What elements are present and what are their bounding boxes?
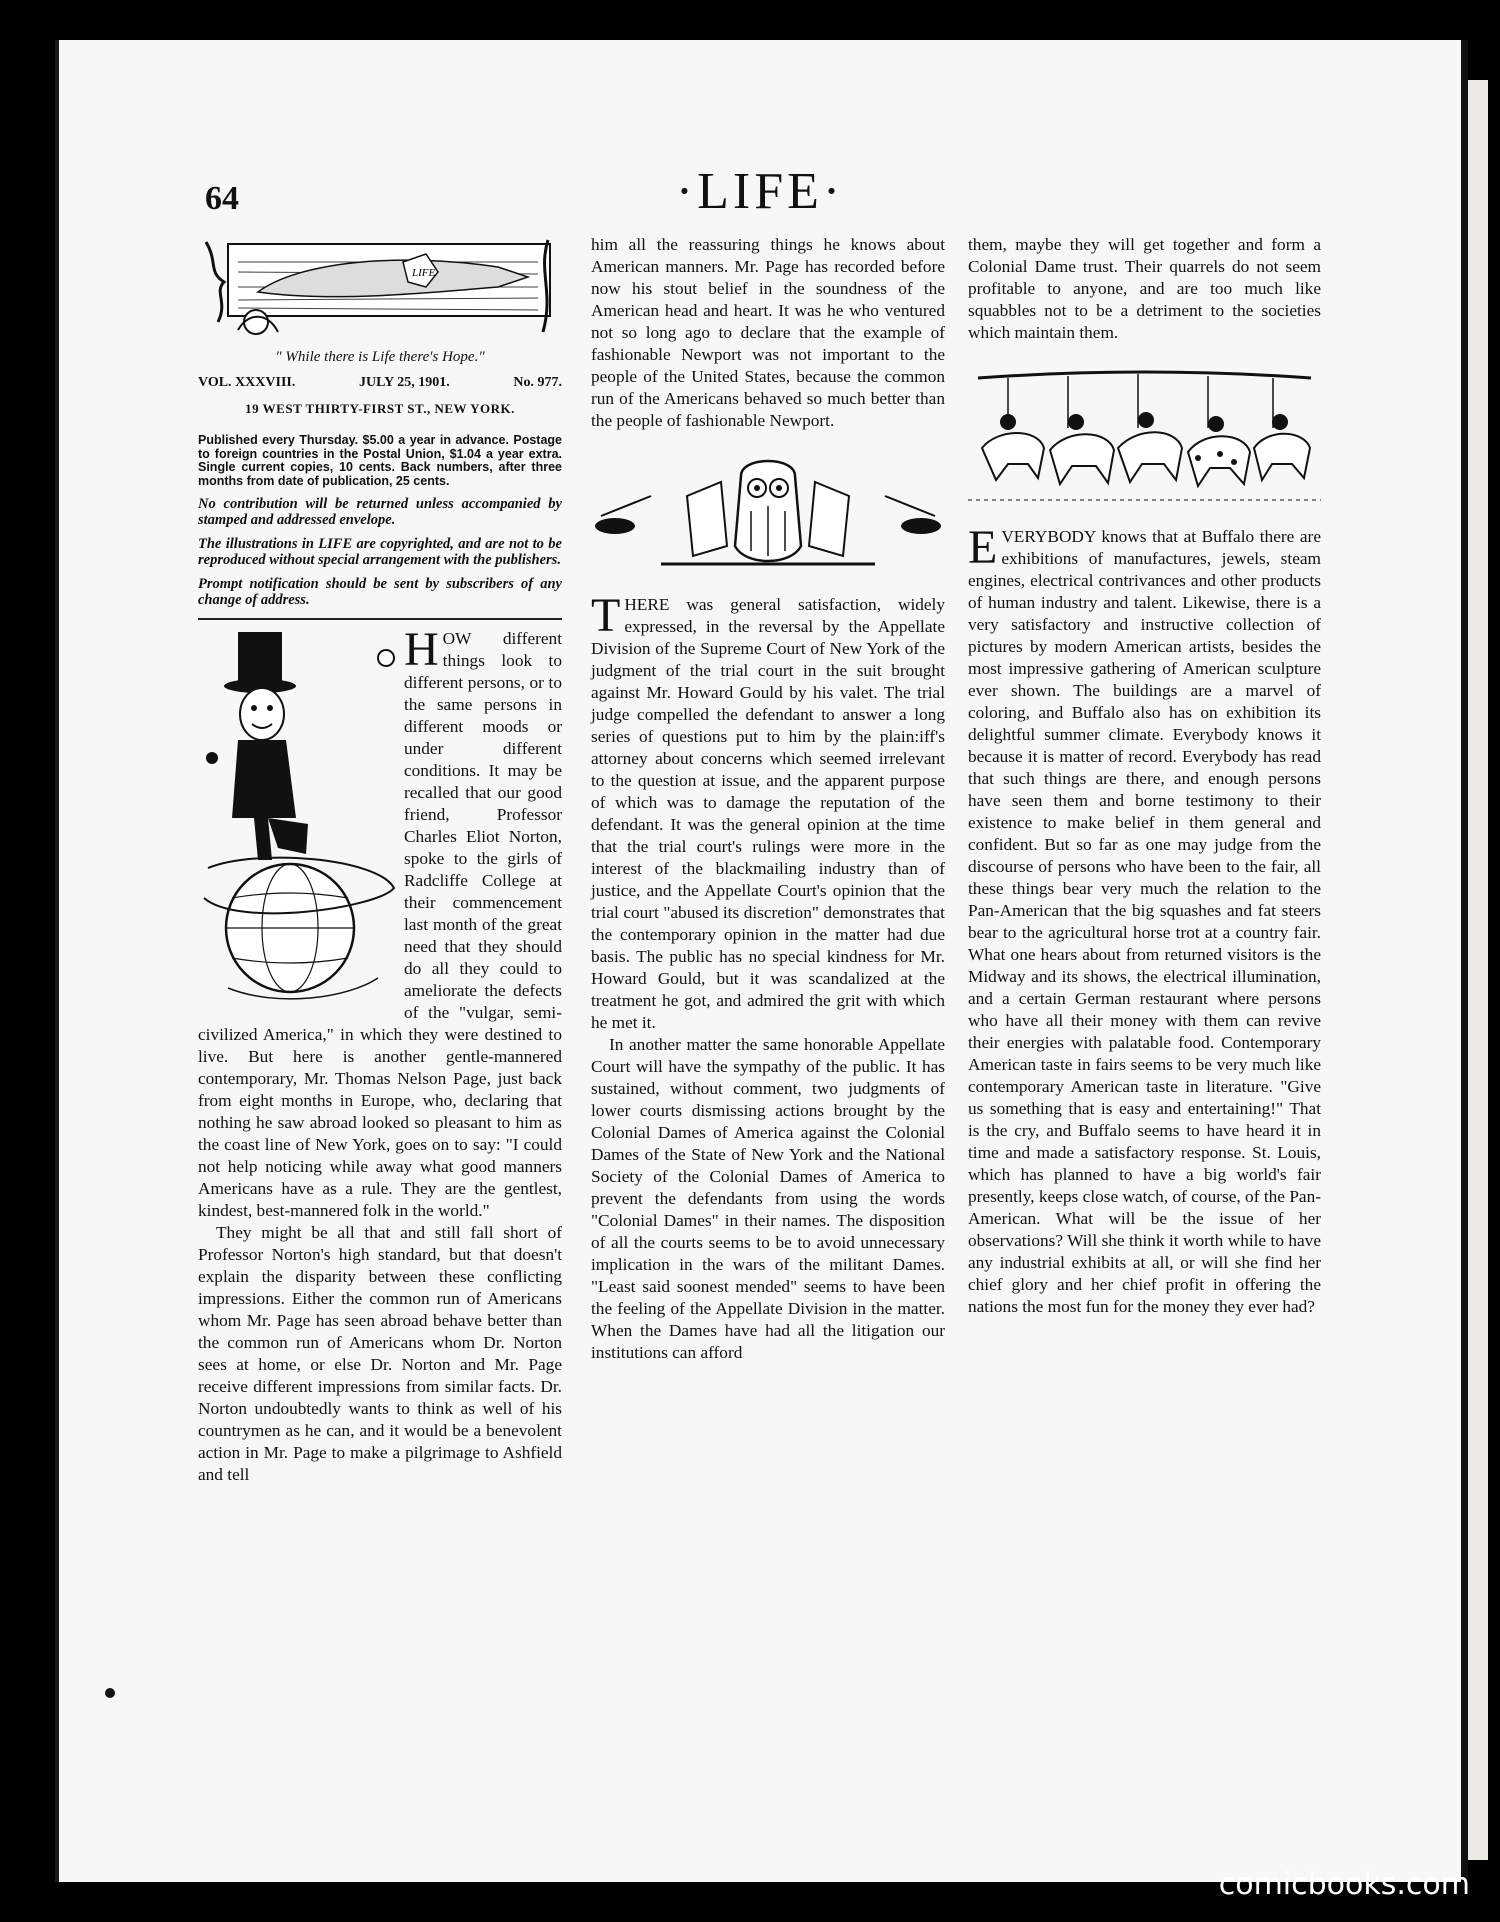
article-dames-paragraph: In another matter the same honorable Appellate Court will have the sympathy of the public. It has sustained, without comment, two judgments of lower courts dismissing actions brought by the Colonial Dames of America against the Colonial Dames of the State of New York and the National Society of the Colonial Dames of America to prevent the defendants from using the words "Colonial Dames" in their names. The disposition of all the courts seems to be to avoid unnecessary implication in the wars of the militant Dames. "Least said soonest mended" seems to have been the feeling of the Appellate Division in the matter. When the Dames have had all the litigation our institutions can afford: [591, 1035, 945, 1362]
page-number: 64: [205, 180, 239, 217]
masthead-motto: " While there is Life there's Hope.": [275, 349, 485, 365]
section-divider: [198, 618, 562, 620]
column-middle: [591, 234, 945, 1364]
life-masthead-illustration: [198, 232, 560, 342]
merry-go-round-illustration: [968, 368, 1321, 508]
owl-with-books-illustration: [591, 456, 945, 576]
svg-text:LIFE: LIFE: [412, 267, 436, 279]
man-on-globe-illustration: [198, 628, 398, 1018]
publication-info: Published every Thursday. $5.00 a year in advance. Postage to foreign countries in the Postal Union, $1.04 a year extra. Single current copies, 10 cents. Back numbers, after three months from date of publication, 25 cents.: [198, 433, 562, 488]
article-page-continued: him all the reassuring things he knows about American manners. Mr. Page has recorded before now his stout belief in the soundness of the American head and heart. It was he who ventured not so long ago to declare that the example of fashionable Newport was not important to the people of the United States, because the common run of the Americans behaved so much better than the people of fashionable Newport.: [591, 235, 945, 430]
publisher-address: 19 WEST THIRTY-FIRST ST., NEW YORK.: [245, 401, 515, 416]
masthead-title: ·LIFE·: [675, 163, 845, 220]
column-left: [198, 232, 562, 1486]
ink-blot: [105, 1688, 115, 1698]
volume-number: VOL. XXXVIII.: [198, 375, 296, 390]
copyright-notice: The illustrations in LIFE are copyrighted, and are not to be reproduced without special arrangement with the publishers.: [198, 536, 562, 568]
dropcap-h: H: [404, 623, 439, 676]
article-dames-continued: them, maybe they will get together and form a Colonial Dame trust. Their quarrels do not seem profitable to anyone, and are too much like squabbles not to be a detriment to the societies which maintain them.: [968, 235, 1321, 342]
article-norton-paragraph-1: OW different things look to different persons, or to the same persons in different moods or under different conditions. It may be recalled that our good friend, Professor Charles Eliot Norton, spoke to the girls of Radcliffe College at their commencement last month of the great need that they should do all they could to ameliorate the defects of the "vulgar, semi-civilized America," in which they were destined to live. But here is another gentle-mannered contemporary, Mr. Thomas Nelson Page, just back from eight months in Europe, who, declaring that nothing he saw abroad looked so pleasant to him as the coast line of New York, goes on to say: "I could not help noticing while away what good manners Americans have as a rule. They are the gentlest, kindest, best-mannered folk in the world.": [198, 629, 562, 1220]
column-right: [968, 234, 1321, 1318]
article-buffalo-paragraph: VERYBODY knows that at Buffalo there are exhibitions of manufactures, jewels, steam engines, electrical contrivances and other products of human industry and talent. Likewise, there is a very satisfactory and instructive collection of pictures by modern American artists, besides the most impressive gathering of American sculpture ever shown. The buildings are a marvel of coloring, and Buffalo also has on exhibition its delightful summer climate. Everybody knows it because it is matter of record. Everybody has read that such things are there, and enough persons have seen them and borne testimony to their existence to make belief in them general and confident. But so far as one may judge from the discourse of persons who have been to the fair, all these things bear very much the relation to the Pan-American that the big squashes and fat steers bear to the agricultural horse trot at a country fair. What one hears about from returned visitors is the Midway and its shows, the electrical illumination, and a certain German restaurant where persons who have all their money with them can revive their energies with palatable food. Contemporary American taste in fairs seems to be very much like contemporary American taste in literature. "Give us something that is easy and entertaining!" That is the cry, and Buffalo seems to have heard it in time and made a satisfactory response. St. Louis, which has planned to have a big world's fair presently, keeps close watch, of course, of the Pan-American. What will be the issue of her observations? Will she think it worth while to have any industrial exhibits at all, or will she find her chief glory and her chief profit in offering the nations the most fun for the money they ever had?: [968, 527, 1321, 1316]
dropcap-e: E: [968, 521, 998, 574]
issue-date: JULY 25, 1901.: [358, 375, 450, 390]
facing-page-edge: [1468, 80, 1488, 1860]
contribution-notice: No contribution will be returned unless accompanied by stamped and addressed envelope.: [198, 496, 562, 528]
issue-number: No. 977.: [513, 375, 562, 390]
watermark: comicbooks.com: [1218, 1867, 1470, 1902]
volume-line: [198, 372, 562, 394]
address-notice: Prompt notification should be sent by subscribers of any change of address.: [198, 576, 562, 608]
article-gould-paragraph-1: HERE was general satisfaction, widely expressed, in the reversal by the Appellate Division of the Supreme Court of New York of the judgment of the trial court in the suit brought against Mr. Howard Gould by his valet. The trial judge compelled the defendant to answer a long series of questions put to him by the plain:iff's attorney about concerns which seemed irrelevant to the question at issue, and the apparent purpose of which was to damage the reputation of the defendant. It was the general opinion at the time that the trial court's rulings were more in the interest of the blackmailing industry than of justice, and the Appellate Court's opinion that the trial court "abused its discretion" demonstrates that the contemporary opinion in the matter had due basis. The public has no special kindness for Mr. Howard Gould, but it was scandalized at the treatment he got, and admired the grit with which he met it.: [591, 595, 945, 1032]
article-norton-paragraph-2: They might be all that and still fall short of Professor Norton's high standard, but that doesn't explain the disparity between these conflicting impressions. Either the common run of Americans whom Mr. Page has seen abroad behave better than the common run of Americans whom Dr. Norton sees at home, or else Dr. Norton and Mr. Page receive different impressions from similar facts. Dr. Norton undoubtedly wants to think as well of his countrymen as he can, and it would be a benevolent action in Mr. Page to make a pilgrimage to Ashfield and tell: [198, 1223, 562, 1484]
dropcap-t: T: [591, 589, 621, 642]
